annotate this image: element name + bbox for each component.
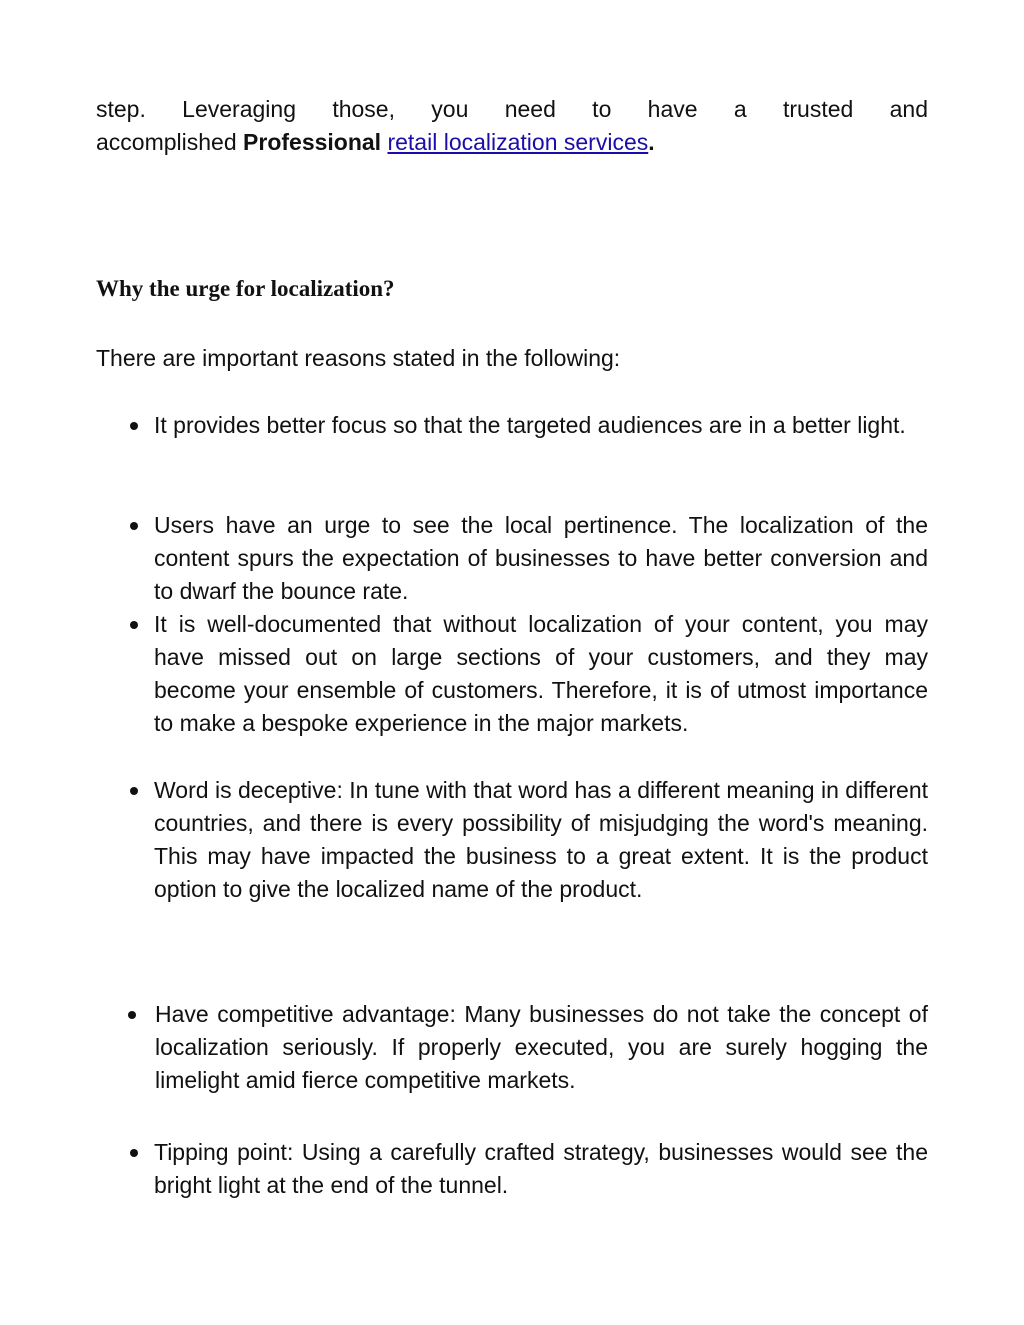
- list-item: It provides better focus so that the targeted audiences are in a better light.: [154, 412, 906, 438]
- list-item: Tipping point: Using a carefully crafted strategy, businesses would see the bright light at the end of the tunnel.: [154, 1139, 928, 1198]
- retail-localization-link[interactable]: retail localization services: [387, 129, 649, 155]
- bullet-dot: [130, 422, 138, 430]
- section-heading: Why the urge for localization?: [96, 276, 395, 301]
- bullet-dot: [128, 1011, 136, 1019]
- intro-line-2-prefix: accomplished: [96, 129, 244, 155]
- intro-bold-professional: Professional: [243, 129, 382, 155]
- intro-line-1: step. Leveraging those, you need to have a trusted and: [96, 96, 928, 122]
- list-item: Word is deceptive: In tune with that word has a different meaning in different countries, and there is every possibility of misjudging the word's meaning. This may have impacted the business to a great extent. It is the product option to give the localized name of the product.: [154, 777, 928, 902]
- bullet-dot: [130, 787, 138, 795]
- bullet-dot: [130, 522, 138, 530]
- list-item: Users have an urge to see the local pertinence. The localization of the content spurs the expectation of businesses to have better conversion and to dwarf the bounce rate.: [154, 512, 928, 604]
- intro-period: .: [648, 129, 655, 155]
- lead-text: There are important reasons stated in the following:: [96, 345, 621, 371]
- list-item: Have competitive advantage: Many businesses do not take the concept of localization seriously. If properly executed, you are surely hogging the limelight amid fierce competitive markets.: [155, 1001, 928, 1093]
- intro-text: [96, 93, 928, 159]
- bullet-dot: [130, 1149, 138, 1157]
- bullet-dot: [130, 621, 138, 629]
- list-item: It is well-documented that without localization of your content, you may have missed out on large sections of your customers, and they may become your ensemble of customers. Therefore, it is of utmost importance to make a bespoke experience in the major markets.: [154, 611, 928, 736]
- intro-paragraph: [96, 93, 928, 159]
